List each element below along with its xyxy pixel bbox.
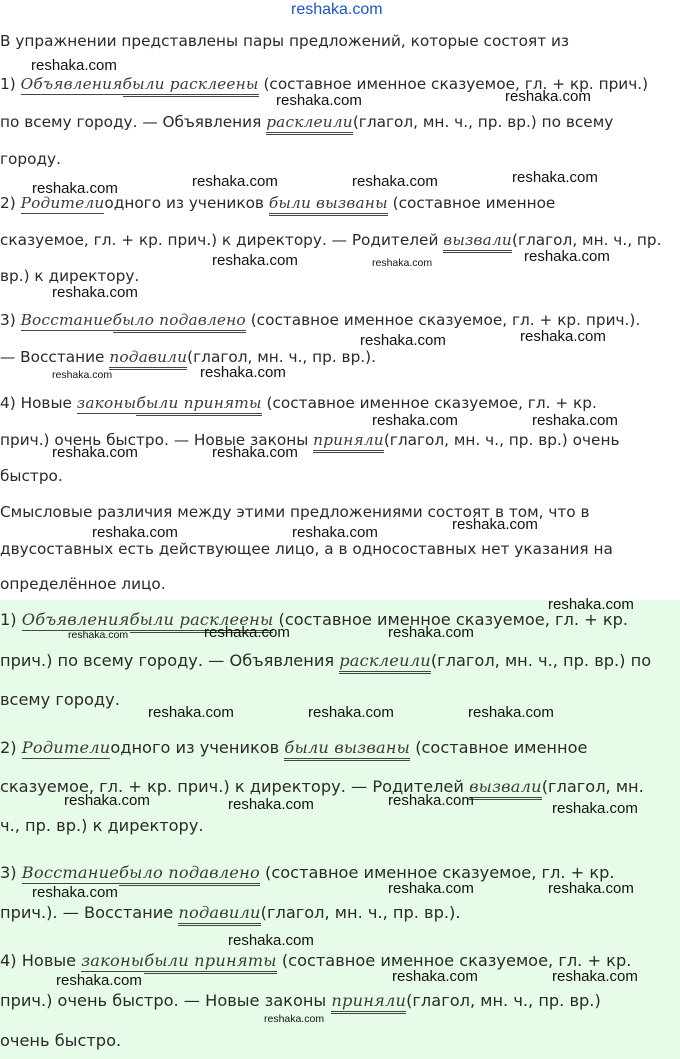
predicate: расклеили (266, 113, 353, 135)
subject: Восстание (20, 311, 113, 329)
watermark: reshaka.com (68, 629, 129, 641)
watermark: reshaka.com (148, 704, 234, 721)
watermark: reshaka.com (31, 57, 117, 74)
watermark: reshaka.com (308, 704, 394, 721)
watermark: reshaka.com (505, 88, 591, 105)
watermark: reshaka.com (452, 516, 538, 533)
watermark: reshaka.com (552, 800, 638, 817)
watermark: reshaka.com (92, 524, 178, 541)
watermark: reshaka.com (276, 92, 362, 109)
predicate: были приняты (144, 951, 276, 974)
watermark: reshaka.com (192, 173, 278, 190)
watermark: reshaka.com (360, 332, 446, 349)
answer-4-line-3: очень быстро. (0, 1031, 122, 1050)
predicate: были приняты (136, 394, 261, 416)
watermark: reshaka.com (228, 932, 314, 949)
predicate: подавили (109, 348, 187, 370)
watermark: reshaka.com (524, 248, 610, 265)
answer-2-line-3: ч., пр. вр.) к директору. (0, 816, 204, 835)
watermark: reshaka.com (52, 284, 138, 301)
predicate: вызвали (469, 777, 542, 800)
answer-2-line-2: сказуемое, гл. + кр. прич.) к директору. — Родителей вызвали(глагол, мн. (0, 776, 644, 798)
subject: Объявления (20, 75, 123, 93)
predicate: приняли (313, 431, 384, 453)
watermark: reshaka.com (32, 180, 118, 197)
watermark: reshaka.com (264, 1013, 325, 1025)
predicate: приняли (331, 991, 406, 1014)
summary-line-2: двусоставных есть действующее лицо, а в односоставных нет указания на (0, 540, 613, 558)
answer-1-line-1: 1) Объявлениябыли расклеены (составное именное сказуемое, гл. + кр. (0, 609, 628, 631)
item-1-line-2: по всему городу. — Объявления расклеили(глагол, мн. ч., пр. вр.) по всему (0, 112, 613, 132)
watermark: reshaka.com (64, 792, 150, 809)
predicate: были расклеены (123, 75, 259, 97)
watermark: reshaka.com (200, 364, 286, 381)
subject: Родители (20, 194, 105, 212)
item-2-line-3: вр.) к директору. (0, 267, 140, 285)
item-2-line-1: 2) Родителиодного из учеников были вызваны (составное именное (0, 193, 555, 213)
watermark: reshaka.com (204, 624, 290, 641)
watermark: reshaka.com (548, 596, 634, 613)
item-1-line-1: 1) Объявлениябыли расклеены (составное именное сказуемое, гл. + кр. прич.) (0, 74, 648, 94)
watermark: reshaka.com (392, 968, 478, 985)
answer-1-line-2: прич.) по всему городу. — Объявления расклеили(глагол, мн. ч., пр. вр.) по (0, 650, 651, 672)
watermark: reshaka.com (512, 169, 598, 186)
watermark: reshaka.com (388, 624, 474, 641)
predicate: расклеили (339, 651, 431, 674)
item-2-line-2: сказуемое, гл. + кр. прич.) к директору. — Родителей вызвали(глагол, мн. ч., пр. (0, 230, 662, 250)
item-3-line-1: 3) Восстаниебыло подавлено (составное именное сказуемое, гл. + кр. прич.). (0, 310, 640, 330)
answer-3-line-1: 3) Восстаниебыло подавлено (составное именное сказуемое, гл. + кр. (0, 862, 615, 884)
predicate: были расклеены (130, 610, 274, 633)
watermark: reshaka.com (388, 792, 474, 809)
watermark: reshaka.com (292, 524, 378, 541)
summary-line-3: определённое лицо. (0, 575, 166, 593)
answer-3-line-2: прич.). — Восстание подавили(глагол, мн. ч., пр. вр.). (0, 902, 460, 924)
predicate: вызвали (443, 231, 512, 253)
answer-4-line-1: 4) Новые законыбыли приняты (составное именное сказуемое, гл. + кр. (0, 950, 631, 972)
predicate: были вызваны (269, 194, 388, 216)
subject: законы (81, 951, 145, 970)
subject: Восстание (21, 863, 120, 882)
watermark: reshaka.com (372, 412, 458, 429)
watermark: reshaka.com (52, 369, 113, 381)
watermark: reshaka.com (532, 412, 618, 429)
summary-line-1: Смысловые различия между этими предложениями состоят в том, что в (0, 503, 590, 521)
predicate: подавили (178, 903, 260, 926)
watermark: reshaka.com (468, 704, 554, 721)
predicate: было подавлено (119, 863, 260, 886)
site-logo[interactable]: reshaka.com (291, 1, 383, 18)
answer-4-line-2: прич.) очень быстро. — Новые законы приняли(глагол, мн. ч., пр. вр.) (0, 990, 601, 1012)
watermark: reshaka.com (388, 880, 474, 897)
watermark: reshaka.com (56, 972, 142, 989)
predicate: были вызваны (284, 738, 410, 761)
item-4-line-2: прич.) очень быстро. — Новые законы приняли(глагол, мн. ч., пр. вр.) очень (0, 430, 619, 450)
item-3-line-2: — Восстание подавили(глагол, мн. ч., пр. вр.). (0, 347, 376, 367)
item-4-line-1: 4) Новые законыбыли приняты (составное именное сказуемое, гл. + кр. (0, 393, 597, 413)
predicate: было подавлено (113, 311, 246, 333)
answer-2-line-1: 2) Родителиодного из учеников были вызваны (составное именное (0, 737, 587, 759)
watermark: reshaka.com (520, 328, 606, 345)
intro-text: В упражнении представлены пары предложений, которые состоят из (0, 32, 570, 50)
item-4-line-3: быстро. (0, 467, 63, 485)
watermark: reshaka.com (228, 796, 314, 813)
watermark: reshaka.com (52, 444, 138, 461)
watermark: reshaka.com (372, 257, 433, 269)
subject: законы (76, 394, 137, 412)
watermark: reshaka.com (552, 968, 638, 985)
subject: Объявления (21, 610, 130, 629)
watermark: reshaka.com (212, 444, 298, 461)
subject: Родители (21, 738, 111, 757)
watermark: reshaka.com (352, 173, 438, 190)
watermark: reshaka.com (32, 884, 118, 901)
watermark: reshaka.com (548, 880, 634, 897)
item-1-line-3: городу. (0, 150, 61, 168)
watermark: reshaka.com (212, 252, 298, 269)
answer-1-line-3: всему городу. (0, 690, 120, 709)
